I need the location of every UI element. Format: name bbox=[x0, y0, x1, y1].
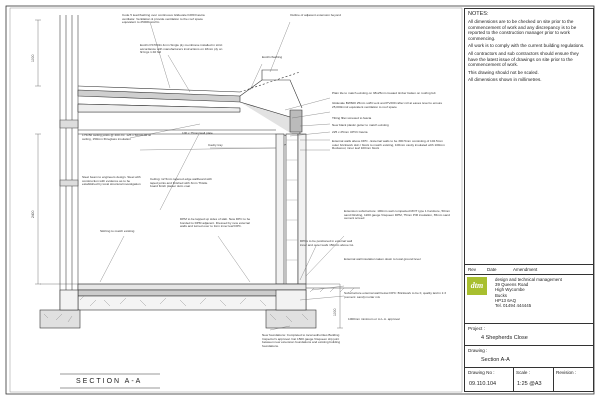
drawing-no-label: Drawing No : bbox=[468, 370, 495, 375]
notes-heading: NOTES: bbox=[468, 11, 489, 17]
annotation-plain-tile: Plain tile to match existing on 38x25mm treated timber batten on roofing felt bbox=[332, 91, 436, 95]
company-details bbox=[495, 277, 590, 308]
annotation-external-walls: External walls above DPC - External walls to be 300.5mm consisting of 102.5mm outer brickwork skin / block to match existing, 100mm cavity insulated with 100mm Rockwool, inner leaf 100mm block bbox=[332, 139, 445, 151]
drawing-label: Drawing : bbox=[468, 348, 488, 353]
note-item: This drawing should not be scaled. bbox=[468, 69, 539, 75]
drawing-no-value: 09.110.104 bbox=[469, 381, 497, 387]
scale-label: Scale : bbox=[516, 370, 531, 375]
company-line: HP13 6AQ bbox=[495, 297, 516, 303]
section-title: SECTION A-A bbox=[76, 378, 143, 385]
drawing-value: Section A-A bbox=[481, 357, 510, 363]
rev-column-label: Rev bbox=[468, 267, 477, 272]
divider bbox=[513, 367, 514, 391]
annotation-dpm: DPM to be lapped up sides of slab. New DPC to be bonded to DPM adjacent. Dressed by new external walls and turned over to form inner leaf DPC. bbox=[180, 217, 251, 229]
annotation-depth-note: 1000mm minimum or to L.A. approval bbox=[348, 317, 400, 321]
existing-wall bbox=[60, 15, 78, 310]
new-cavity-wall bbox=[276, 134, 306, 284]
company-logo: dtm bbox=[467, 277, 487, 295]
annotation-flashing: Code 5 lead flashing over continuous Glidevale F280 Fascia ventilator. Ventilation & provide ventilation to the roof space equivalent to 25000mm2/m bbox=[122, 13, 205, 25]
annotation-gutter: New black plastic gutter to match existing bbox=[332, 123, 389, 127]
annotation-new-foundations: New foundations: Completed to local authorities Building Inspector's approval. Cat 1500 gauge Visqueen slip joint between new extension foundations and existing building foundations. bbox=[262, 333, 341, 348]
revision-label: Revision : bbox=[556, 370, 577, 375]
annotation-ceiling-board: Ceiling: 12.5mm tapered edge wallboard with taped joints and finished with 3mm Thistle board finish plaster skim coat bbox=[150, 177, 212, 189]
note-item: All work is to comply with the current building regulations. bbox=[468, 43, 585, 49]
notes-list bbox=[468, 19, 590, 85]
annotation-ceiling-joists: 175x50 ceiling joists @ 400 c/c. 125 x 50mm tie at ceiling, 150mm fibreglass insulation bbox=[82, 133, 151, 141]
annotation-membrane: Ecofin FS70011 4mm Single ply membrane installed in strict accordance with manufacturers instructions on 18mm ply on firrings 1:40 fall bbox=[140, 43, 223, 55]
dimension-foundation-depth: 1000 bbox=[333, 308, 337, 316]
annotation-wall-plate: 100 x 75mm wall plate bbox=[182, 131, 213, 135]
revision-header bbox=[465, 264, 593, 275]
scale-value: 1:25 @A3 bbox=[517, 381, 542, 387]
annotation-dpc-position: DPCs to be positioned in external wall inner and outer leafs 150mm above GL bbox=[300, 239, 354, 247]
project-value: 4 Shepherds Close bbox=[481, 335, 528, 341]
annotation-tilting-fillet: Tilting fillet screwed to fascia bbox=[332, 116, 372, 120]
divider bbox=[465, 345, 593, 346]
annotation-steel-beam: Steel beam to engineers design. Steel with construction with evidence as to be established by local structural investigation bbox=[82, 175, 141, 187]
annotation-soffit-vent: Glidevale BW600 25mm soffit vent and PV200 rafter roll at eaves level to ensure 25,000mm2 equivalent ventilation to roof space bbox=[332, 101, 443, 109]
title-block bbox=[464, 8, 594, 392]
annotation-cavity-tray: Cavity tray bbox=[208, 143, 223, 147]
annotation-adjacent-outline: Outline of adjacent extension beyond bbox=[290, 13, 341, 17]
company-line: Bucks bbox=[495, 292, 507, 298]
project-label: Project : bbox=[468, 326, 485, 331]
annotation-fascia: 225 x 25mm UPVC fascia bbox=[332, 130, 368, 134]
note-item: All contractors and sub contractors should ensure they have the latest issue of drawings on site prior to the commencement of work. bbox=[468, 50, 579, 68]
divider bbox=[465, 367, 593, 368]
note-item: All dimensions shown in millimetres. bbox=[468, 77, 542, 83]
dimension-parapet: 1000 bbox=[31, 54, 35, 62]
company-line: High Wycombe bbox=[495, 287, 525, 293]
divider bbox=[465, 323, 593, 324]
company-line: 39 Queens Road bbox=[495, 282, 529, 288]
flat-roof bbox=[78, 86, 240, 112]
annotation-ecofin: Ecofin flashing bbox=[262, 55, 283, 59]
amendment-column-label: Amendment bbox=[513, 267, 538, 272]
annotation-brickwork-below-dpc: Substructure external wall below DPC: Brickwork to be F, quality laid in 1:3 (cement: sand) mortar mix bbox=[344, 291, 446, 299]
note-item: All dimensions are to be checked on site prior to the commencement of work and any discrepancy is to be reported to the construction manager prior to work commencing. bbox=[468, 19, 577, 41]
company-line: design and technical management bbox=[495, 277, 562, 282]
divider bbox=[553, 367, 554, 391]
annotation-wall-insulation: External wall insulation taken down to local ground level bbox=[344, 257, 421, 261]
annotation-skirting: Skirting to match existing bbox=[100, 229, 135, 233]
company-line: Tel. 01494 444445 bbox=[495, 303, 532, 309]
dimension-room-height: 2400 bbox=[31, 210, 35, 218]
annotation-substructure: Extension substructure: 100mm well compacted MOT type 1 hardcore, 50mm sand blinding, 1200 gauge Visqueen DPM, 75mm PIR insulation, 65mm sand cement screed bbox=[344, 209, 451, 221]
date-column-label: Date bbox=[487, 267, 497, 272]
